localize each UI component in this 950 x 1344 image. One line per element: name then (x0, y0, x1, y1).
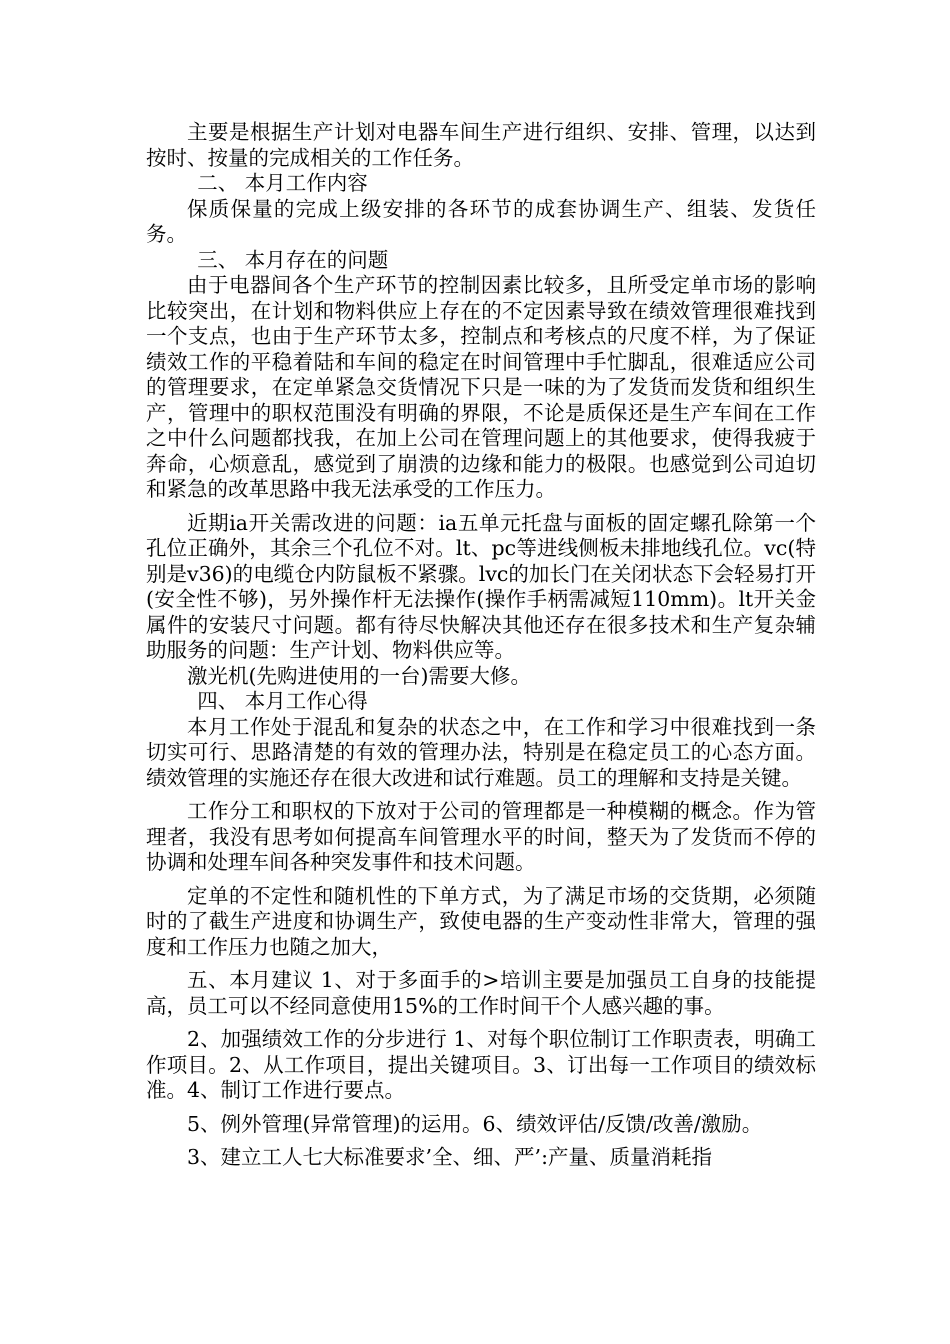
paragraph-work-content: 保质保量的完成上级安排的各环节的成套协调生产、组装、发货任务。 (146, 196, 816, 246)
paragraph-intro: 主要是根据生产计划对电器车间生产进行组织、安排、管理，以达到按时、按量的完成相关的工作任务。 (146, 120, 816, 170)
document-body (146, 120, 816, 1171)
paragraph-suggestion-2: 2、加强绩效工作的分步进行 1、对每个职位制订工作职责表，明确工作项目。2、从工作项目，提出关键项目。3、订出每一工作项目的绩效标准。4、制订工作进行要点。 (146, 1027, 816, 1102)
paragraph-suggestion-3: 5、例外管理(异常管理)的运用。6、绩效评估/反馈/改善/激励。 (187, 1111, 763, 1136)
section-heading-4: 四、 本月工作心得 (197, 689, 368, 713)
paragraph-suggestion-1: 五、本月建议 1、对于多面手的>培训主要是加强员工自身的技能提高，员工可以不经同意使用15%的工作时间干个人感兴趣的事。 (146, 968, 816, 1018)
paragraph-laser-machine: 激光机(先购进使用的一台)需要大修。 (187, 663, 531, 688)
paragraph-suggestion-4: 3、建立工人七大标准要求’全、细、严’:产量、质量消耗指 (187, 1145, 712, 1169)
paragraph-experience-1: 本月工作处于混乱和复杂的状态之中，在工作和学习中很难找到一条切实可行、思路清楚的有效的管理办法，特别是在稳定员工的心态方面。绩效管理的实施还存在很大改进和试行难题。员工的理解和支持是关键。 (146, 714, 816, 790)
paragraph-ia-switch-issues: 近期ia开关需改进的问题：ia五单元托盘与面板的固定螺孔除第一个孔位正确外，其余三个孔位不对。lt、pc等进线侧板未排地线孔位。vc(特别是v36)的电缆仓内防鼠板不紧骤。lvc的加长门在关闭状态下会轻易打开(安全性不够)，另外操作杆无法操作(操作手柄需减短110mm)。lt开关金属件的安装尺寸问题。都有待尽快解决其他还存在很多技术和生产复杂辅助服务的问题：生产计划、物料供应等。 (146, 510, 816, 662)
paragraph-experience-2: 工作分工和职权的下放对于公司的管理都是一种模糊的概念。作为管理者，我没有思考如何提高车间管理水平的时间，整天为了发货而不停的协调和处理车间各种突发事件和技术问题。 (146, 799, 816, 874)
section-heading-3: 三、 本月存在的问题 (197, 247, 389, 272)
paragraph-experience-3: 定单的不定性和随机性的下单方式，为了满足市场的交货期，必须随时的了截生产进度和协调生产，致使电器的生产变动性非常大，管理的强度和工作压力也随之加大， (146, 883, 816, 959)
paragraph-problems: 由于电器间各个生产环节的控制因素比较多，且所受定单市场的影响比较突出，在计划和物料供应上存在的不定因素导致在绩效管理很难找到一个支点，也由于生产环节太多，控制点和考核点的尺度不样，为了保证绩效工作的平稳着陆和车间的稳定在时间管理中手忙脚乱，很难适应公司的管理要求，在定单紧急交货情况下只是一味的为了发货而发货和组织生产，管理中的职权范围没有明确的界限，不论是质保还是生产车间在工作之中什么问题都找我，在加上公司在管理问题上的其他要求，使得我疲于奔命，心烦意乱，感觉到了崩溃的边缘和能力的极限。也感觉到公司迫切和紧急的改革思路中我无法承受的工作压力。 (146, 273, 816, 501)
section-heading-2: 二、 本月工作内容 (197, 171, 368, 195)
